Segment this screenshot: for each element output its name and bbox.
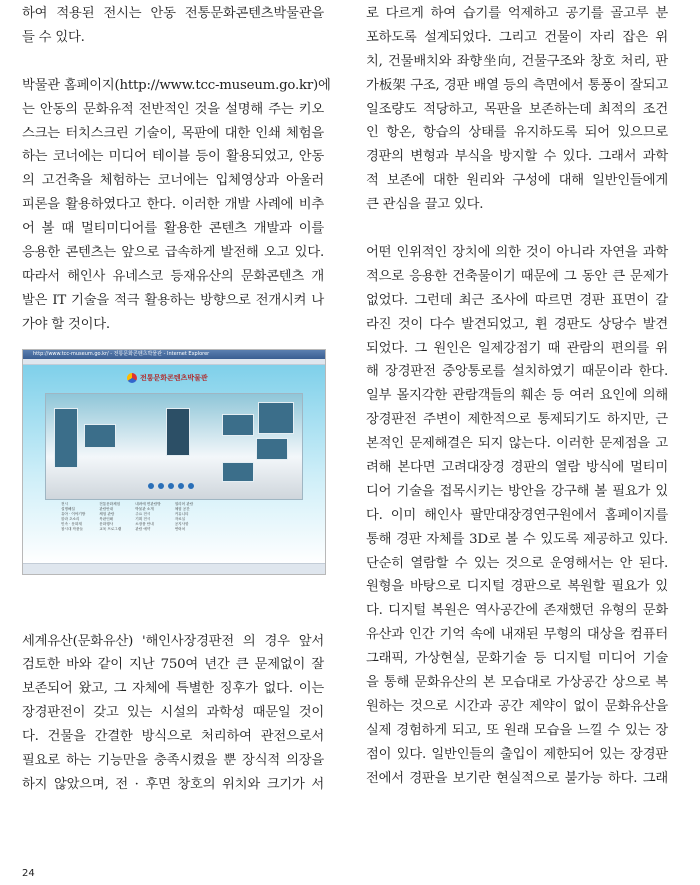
menu-item[interactable]: 전시 (61, 501, 68, 506)
text-line: 을 통해 문화유산의 본 모습대로 가상공간 상으로 복 (366, 675, 668, 691)
text-line: 그래픽, 가상현실, 문화기술 등 디지털 미디어 기술 (366, 651, 668, 667)
text-line: 큰 관심을 끌고 있다. (366, 197, 484, 213)
text-line: 치, 건물배치와 좌향坐向, 건물구조와 창호 처리, 판 (366, 53, 668, 69)
text-line: 가板架 구조, 경판 배열 등의 측면에서 통풍이 잘되고 (366, 77, 668, 93)
menu-item[interactable]: 전통문화체험 (99, 501, 121, 506)
text-line: 박물관 홈페이지(http://www.tcc-museum.go.kr)에 (22, 77, 331, 93)
text-line: 가야 할 것이다. (22, 316, 110, 332)
text-line: 어 볼 때 멀티미디어를 활용한 콘텐츠 개발과 이를 (22, 221, 324, 237)
menu-item[interactable]: 내려에 면관람방 (135, 501, 161, 506)
menu-item[interactable]: 문화행사 (99, 521, 114, 526)
text-line: 려해 본다면 고려대장경 경판의 열람 방식에 멀티미 (366, 460, 668, 476)
menu-item[interactable]: 체험 관람 (99, 511, 115, 516)
text-line: 해 장경판전 중앙통로를 설치하였기 때문이라 한다. (366, 364, 668, 380)
right-column (366, 0, 668, 791)
text-line: 점이 있다. 일반인들의 출입이 제한되어 있는 장경판 (366, 746, 668, 762)
text-line: 장경판전 주변이 제한적으로 통제되기도 하지만, 근 (366, 412, 668, 428)
menu-column (61, 502, 85, 532)
text-line: 적으로 응용한 건축물이기 때문에 그 동안 큰 문제가 (366, 268, 668, 284)
text-line: 유산과 인간 기억 속에 내재된 무형의 대상을 컴퓨터 (366, 627, 668, 643)
menu-item[interactable]: 소장품 안내 (135, 521, 154, 526)
text-line: 일부 몰지각한 관람객들의 훼손 등 여러 요인에 의해 (366, 388, 668, 404)
text-line: 하지 않았으며, 전 · 후면 창호의 위치와 크기가 서 (22, 776, 324, 792)
site-menu (61, 502, 291, 532)
site-title: 전통문화콘텐츠박물관 (140, 373, 208, 382)
text-line: 원형을 바탕으로 디지털 경판으로 복원할 필요가 있 (366, 579, 668, 595)
left-column (22, 0, 331, 797)
browser-status-bar (23, 563, 325, 574)
site-logo (127, 373, 208, 383)
text-line: 따라서 해인사 유네스코 등재유산의 문화콘텐츠 개 (22, 268, 324, 284)
museum-website-screenshot (22, 349, 326, 575)
menu-item[interactable]: 관람 예약 (135, 526, 151, 531)
menu-item[interactable]: 열리어 관람 (174, 501, 194, 506)
menu-column (99, 502, 121, 532)
browser-title-bar: http://www.tcc-museum.go.kr/ - 전통문화콘텐츠박물관 - Internet Explorer (23, 350, 325, 359)
text-line: 본적인 문제해결은 되지 않는다. 이러한 문제점을 고 (366, 436, 668, 452)
text-line: 포하도록 설계되었다. 그리고 건물이 자리 잡은 위 (366, 29, 668, 45)
menu-item[interactable]: 관람안내 (99, 506, 114, 511)
text-line: 로 다르게 하여 습기를 억제하고 공기를 골고루 분 (366, 6, 668, 21)
menu-item[interactable]: 참시대 작품들 (61, 526, 83, 531)
menu-column (135, 502, 160, 532)
menu-item[interactable]: 기획 전시 (135, 516, 151, 521)
text-line: 보존되어 왔고, 그 자체에 특별한 징후가 없다. 이는 (22, 681, 324, 697)
text-line: 통해 경판 자체를 3D로 볼 수 있도록 제공하고 있다. (366, 531, 668, 547)
text-line: 전에서 경판을 보기란 현실적으로 불가능 하다. 그래 (366, 770, 668, 786)
menu-item[interactable]: 커뮤니티 (174, 511, 189, 516)
menu-item[interactable]: 공지사항 (174, 521, 189, 526)
text-line: 없었다. 그런데 최근 조사에 따르면 경판 표면이 갈 (366, 292, 668, 308)
text-line: 경판의 변형과 부식을 방지할 수 있다. 그래서 과학 (366, 149, 668, 165)
menu-item[interactable]: 블라 초소리 (61, 516, 80, 521)
text-line: 어떤 인위적인 장치에 의한 것이 아니라 자연을 과학 (366, 245, 668, 261)
text-line: 세계유산(문화유산) '해인사장경판전 의 경우 앞서 (22, 633, 324, 649)
text-line: 하여 적용된 전시는 안동 전통문화콘텐츠박물관을 (22, 6, 324, 21)
text-line: 단순히 열람할 수 있는 것으로 운영해서는 안 된다. (366, 555, 668, 571)
text-line: 되었다. 그 원인은 일제강점기 때 관람의 편의를 위 (366, 340, 668, 356)
text-line: 원하는 것으로 시간과 공간 제약이 없이 문화유산을 (366, 698, 668, 714)
taegeuk-logo-icon (127, 373, 137, 383)
text-line: 다. 디지털 복원은 역사공간에 존재했던 유형의 문화 (366, 603, 668, 619)
text-line: 인 항온, 항습의 상태를 유지하도록 되어 있으므로 (366, 125, 668, 141)
website-page (23, 365, 325, 564)
menu-item[interactable]: 연락처 (174, 526, 186, 531)
text-line: 디어 기술을 접목시키는 방안을 강구해 볼 필요가 있 (366, 483, 668, 499)
text-line: 발은 IT 기술을 적극 활용하는 방향으로 전개시켜 나 (22, 292, 324, 308)
text-line: 들 수 있다. (22, 29, 85, 45)
text-line: 적 보존에 대한 원리와 구성에 대해 일반인들에게 (366, 173, 668, 189)
menu-item[interactable]: 체험 공간 (174, 506, 190, 511)
virtual-exhibition-hall (45, 393, 303, 500)
page-number: 24 (22, 868, 35, 879)
text-line: 다. 건물을 간결한 방식으로 처리하여 관전으로서 (22, 729, 324, 745)
text-line: 검토한 바와 같이 지난 750여 년간 큰 문제없이 잘 (22, 657, 324, 673)
menu-item[interactable]: 설명해설 (61, 506, 75, 511)
menu-item[interactable]: 교육 프로그램 (99, 526, 122, 531)
menu-column (175, 502, 194, 532)
menu-item[interactable]: 주요 전시 (135, 511, 151, 516)
text-line: 일조량도 적당하고, 목판을 보존하는데 최적의 조건 (366, 101, 668, 117)
text-line: 실제 경험하게 되고, 또 원래 모습을 느낄 수 있는 장 (366, 722, 668, 738)
text-line: 다. 이미 해인사 팔만대장경연구원에서 홈페이지를 (366, 507, 668, 523)
menu-item[interactable]: 민속 · 문화재 (61, 521, 82, 526)
text-line: 스크는 터치스크린 기술이, 목판에 대한 인쇄 체험을 (22, 125, 324, 141)
menu-item[interactable]: 목판인쇄 (99, 516, 114, 521)
text-line: 응용한 콘텐츠는 앞으로 급속하게 발전해 오고 있다. (22, 245, 324, 261)
menu-item[interactable]: 유아 · 이야기방 (61, 511, 86, 516)
text-line: 의 고건축을 체험하는 코너에는 입체영상과 아울러 (22, 173, 324, 189)
text-line: 피론을 활용하였다고 한다. 이러한 개발 사례에 비추 (22, 197, 324, 213)
text-line: 장경판전이 갖고 있는 시설의 과학성 때문일 것이 (22, 705, 324, 721)
text-line: 필요로 하는 기능만을 충족시켰을 뿐 장식적 의장을 (22, 753, 324, 769)
text-line: 하는 코너에는 미디어 테이블 등이 활용되었고, 안동 (22, 149, 324, 165)
text-line: 라진 것이 다수 발견되었고, 휜 경판도 상당수 발견 (366, 316, 668, 332)
menu-item[interactable]: 자료실 (174, 516, 186, 521)
menu-item[interactable]: 박물관 소개 (135, 506, 154, 511)
text-line: 는 안동의 문화유적 전반적인 것을 설명해 주는 키오 (22, 101, 324, 117)
